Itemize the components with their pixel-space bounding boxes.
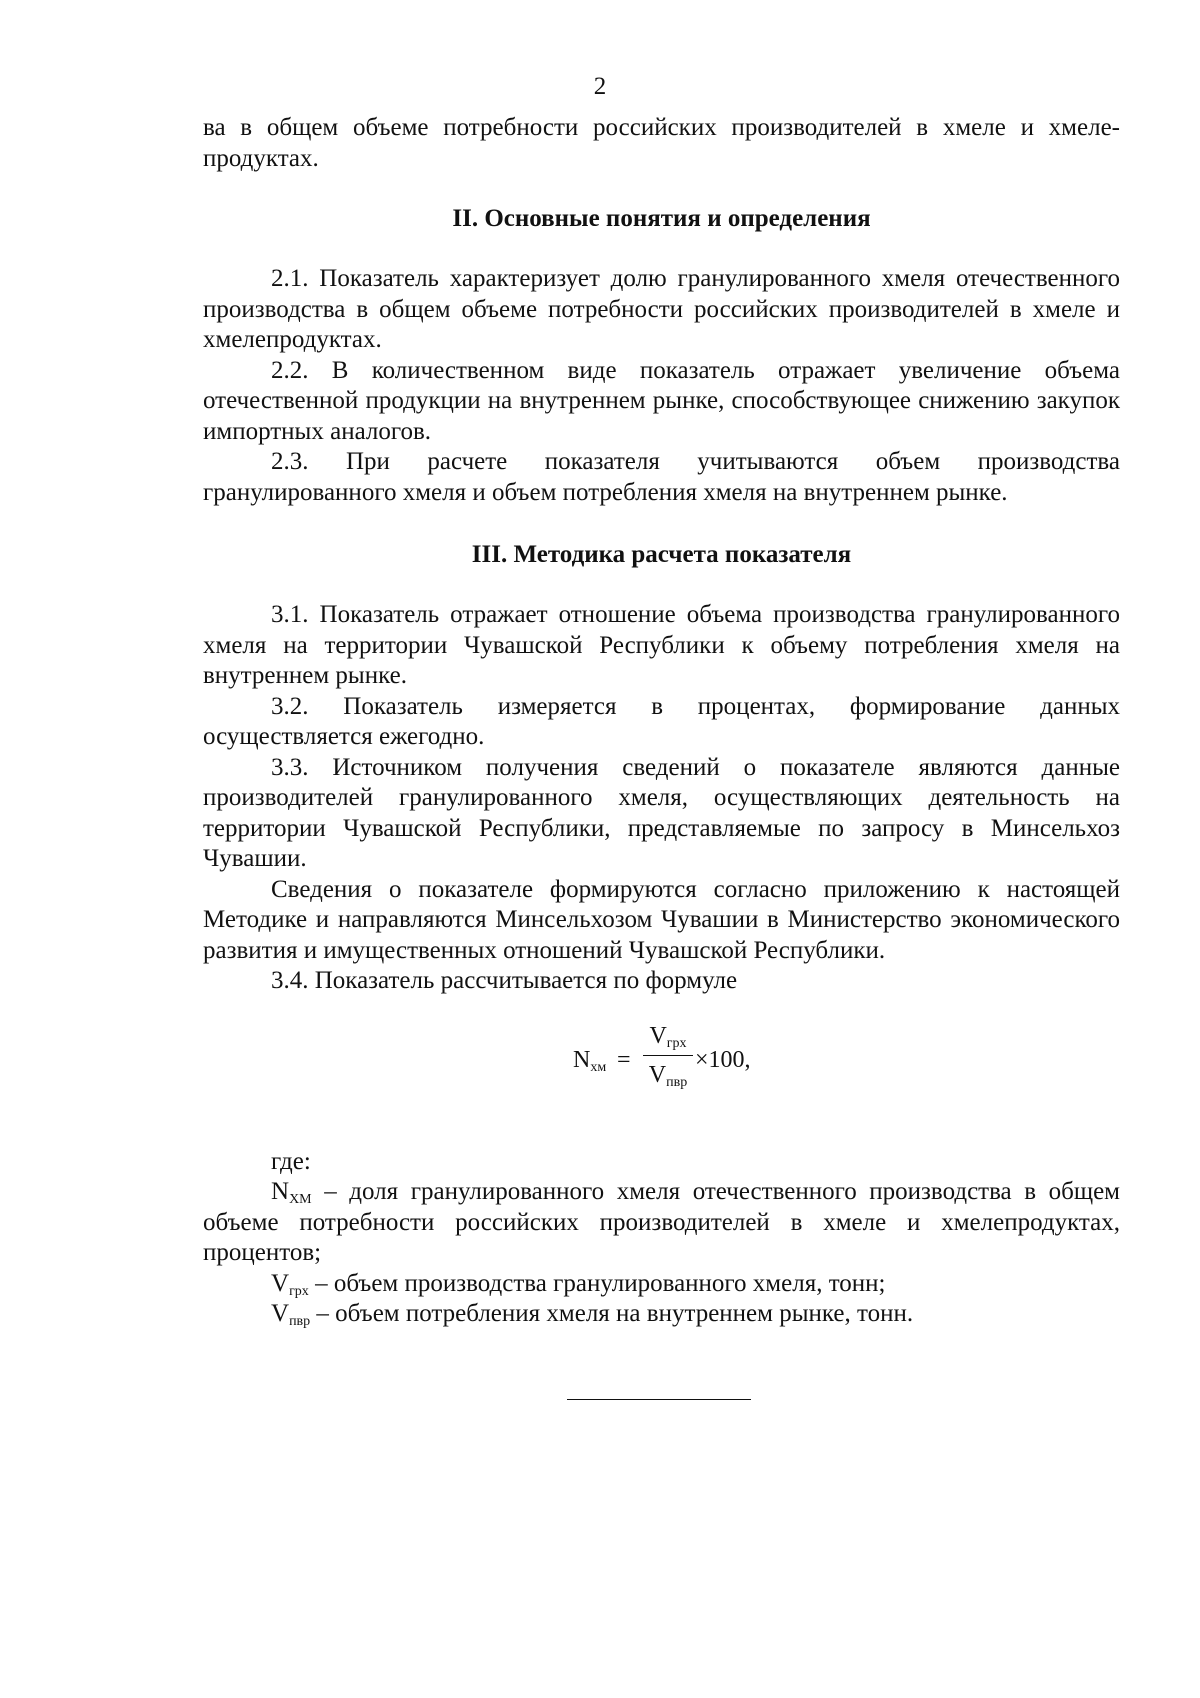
paragraph-3-1: 3.1. Показатель отражает отношение объема производства гранулированного хмеля на территории Чувашской Республики к объему потребления хмеля на внутреннем рынке. [203,601,1120,689]
paragraph-3-4: 3.4. Показатель рассчитывается по формуле [271,967,738,994]
definition-v-pvr-text: – объем потребления хмеля на внутреннем рынке, тонн. [310,1300,914,1327]
definition-v-pvr-sub: пвр [289,1314,311,1329]
definition-n [203,1177,1120,1269]
definition-n-sub: ХМ [289,1192,312,1207]
formula-denominator [643,1058,693,1092]
paragraph-3-3: 3.3. Источником получения сведений о показателе являются данные производителей гранулированного хмеля, осуществляющих деятельность на территории Чувашской Республики, представляемые по запросу в Минсельхоз Чувашии. [203,753,1120,872]
formula-num-sub: грх [666,1035,687,1051]
page-content [203,113,1120,1330]
paragraph-2-1: 2.1. Показатель характеризует долю гранулированного хмеля отечественного производства в общем объеме потребности российских производителей в хмеле и хмелепродуктах. [203,265,1120,353]
formula-lhs [573,1047,606,1074]
definition-v-grh-text: – объем производства гранулированного хмеля, тонн; [308,1269,886,1297]
paragraph-3-2: 3.2. Показатель измеряется в процентах, формирование данных осуществляется ежегодно. [203,692,1120,750]
formula-lhs-symbol: N [573,1046,591,1073]
formula-den-sub: пвр [666,1074,688,1090]
formula-block [203,1007,1120,1127]
section-2-title: II. Основные понятия и определения [452,205,871,232]
formula-equals: = [617,1046,631,1073]
paragraph-2-3: 2.3. При расчете показателя учитываются объем производства гранулированного хмеля и объем потребления хмеля на внутреннем рынке. [203,448,1120,506]
definition-v-grh-sub: грх [289,1283,309,1299]
page-number: 2 [593,73,607,100]
formula-rhs: ×100, [695,1046,751,1073]
fraction-bar [643,1055,693,1056]
formula-lhs-sub: хм [590,1059,607,1075]
paragraph-3-3-info: Сведения о показателе формируются согласно приложению к настоящей Методике и направляются Минсельхозом Чувашии в Министерство экономического развития и имущественных отношений Чувашской Республики. [203,875,1120,964]
definition-v-grh [203,1269,1120,1300]
definition-v-pvr-symbol: V [271,1300,290,1327]
end-rule [567,1399,751,1400]
definition-n-symbol: N [271,1178,290,1205]
formula-fraction [643,1019,693,1092]
definition-n-text: – доля гранулированного хмеля отечественного производства в общем объеме потребности российских производителей в хмеле и хмелепродуктах, процентов; [203,1178,1120,1266]
definition-v-pvr [203,1299,1120,1330]
formula-den-symbol: V [648,1061,667,1088]
where-label: где: [271,1147,311,1175]
section-3-title: III. Методика расчета показателя [471,541,852,568]
definition-v-grh-symbol: V [271,1269,290,1297]
intro-paragraph: ва в общем объеме потребности российских производителей в хмеле и хмеле-продуктах. [203,114,1120,172]
formula-num-symbol: V [649,1022,667,1049]
paragraph-2-2: 2.2. В количественном виде показатель отражает увеличение объема отечественной продукции на внутреннем рынке, способствующее снижению закупок импортных аналогов. [203,356,1120,445]
formula-numerator [643,1019,693,1053]
